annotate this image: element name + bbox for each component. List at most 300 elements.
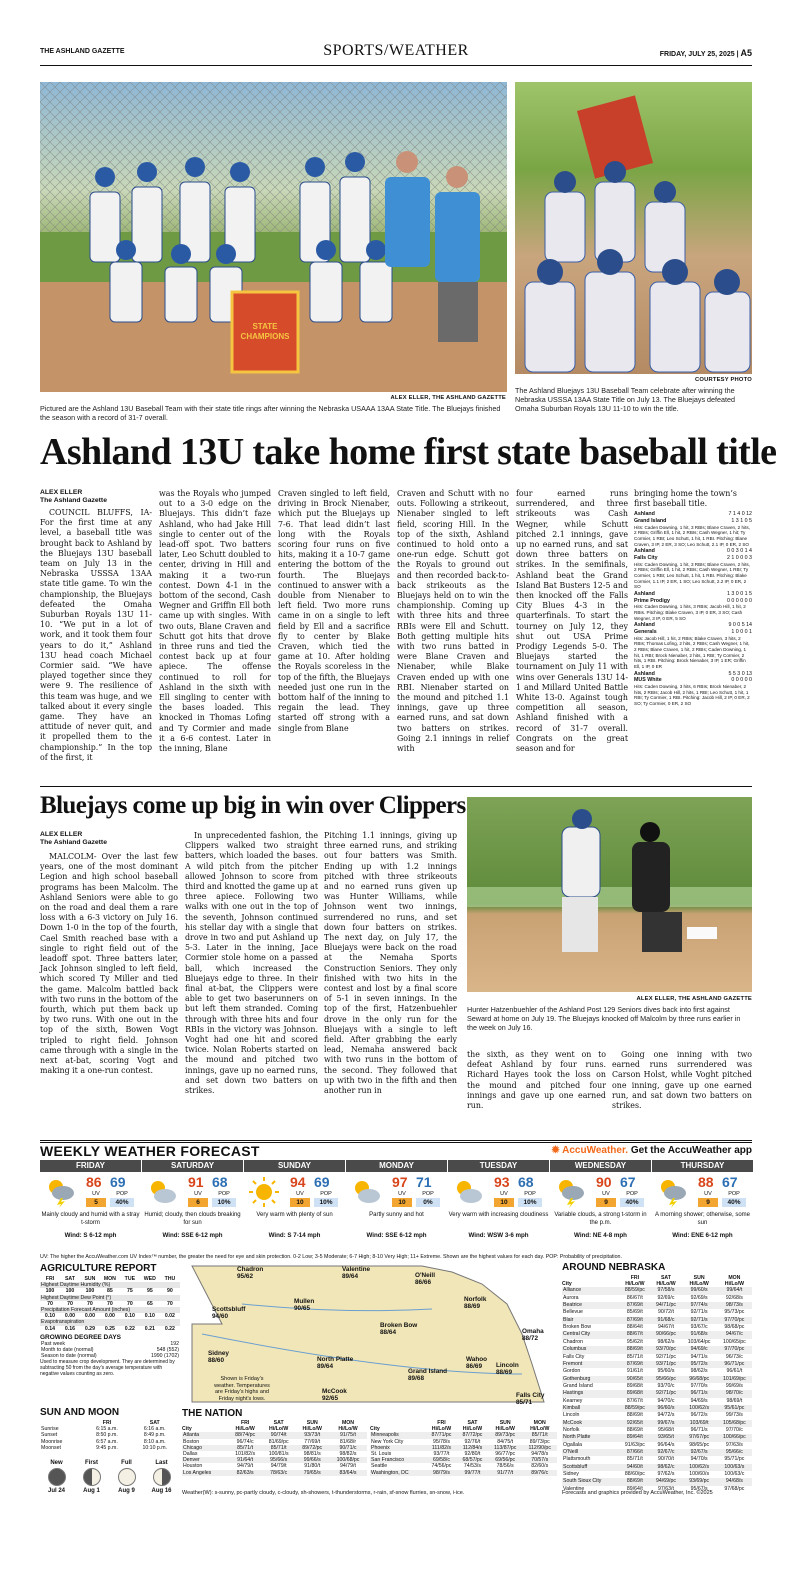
uv-label: UV bbox=[92, 1191, 100, 1197]
city-forecast: 90/70/t bbox=[658, 1456, 674, 1463]
ag-value: 95 bbox=[146, 1288, 153, 1295]
city-forecast: 93/67/c bbox=[690, 1324, 708, 1331]
moon-phase bbox=[40, 1460, 73, 1494]
col-sub: Hi/Lo/W bbox=[302, 1426, 322, 1433]
nation-left bbox=[182, 1420, 367, 1476]
city-name: South Sioux City bbox=[563, 1478, 602, 1485]
city-forecast: 85/71/t bbox=[531, 1432, 548, 1439]
map-city-name: Grand Island bbox=[408, 1368, 448, 1375]
pop-label: POP bbox=[422, 1191, 434, 1197]
ag-value: 90 bbox=[167, 1288, 173, 1295]
ag-value: 0.00 bbox=[64, 1313, 75, 1320]
boxscore-score: 1 3 0 0 1 5 bbox=[726, 591, 752, 598]
table-row bbox=[562, 1442, 752, 1449]
city-forecast: 94/79/t bbox=[270, 1463, 287, 1470]
around-table bbox=[562, 1275, 752, 1493]
uv-value: 10 bbox=[494, 1198, 514, 1207]
city-forecast: 91/68/c bbox=[657, 1316, 675, 1323]
city-name: Norfolk bbox=[563, 1426, 580, 1433]
city-forecast: 91/64/t bbox=[237, 1457, 254, 1464]
pop-label: POP bbox=[626, 1191, 638, 1197]
ag-value: 0.16 bbox=[64, 1325, 75, 1332]
table-row bbox=[562, 1427, 752, 1434]
story1-author: ALEX ELLER bbox=[40, 489, 83, 496]
boxscore bbox=[634, 548, 752, 590]
sun-label: Sunset bbox=[41, 1432, 58, 1439]
city-forecast: 78/56/s bbox=[496, 1463, 514, 1470]
city-forecast: 88/69/t bbox=[626, 1412, 643, 1419]
day-description: Partly sunny and hot bbox=[369, 1212, 424, 1218]
ag-day: THU bbox=[164, 1276, 176, 1282]
city-forecast: 87/67/t bbox=[626, 1397, 643, 1404]
pop-label: POP bbox=[524, 1191, 536, 1197]
city-forecast: 99/60/s bbox=[690, 1287, 708, 1294]
gdd-value: 192 bbox=[170, 1340, 179, 1347]
table-row bbox=[562, 1449, 752, 1456]
sun-table bbox=[40, 1420, 180, 1451]
sun-col: FRI bbox=[102, 1420, 112, 1426]
city-forecast: 97/74/s bbox=[690, 1302, 708, 1309]
uv-label: UV bbox=[704, 1191, 712, 1197]
city-name: Chicago bbox=[183, 1444, 203, 1451]
pop-value: 40% bbox=[620, 1198, 644, 1207]
city-name: Bellevue bbox=[563, 1309, 583, 1316]
city-forecast: 98/68/pc bbox=[724, 1324, 745, 1331]
map-city-temp: 95/62 bbox=[237, 1273, 253, 1280]
pop-label: POP bbox=[218, 1191, 230, 1197]
city-forecast: 89/68/t bbox=[626, 1382, 643, 1389]
boxscore-team: MUS White bbox=[634, 677, 662, 684]
city-forecast: 97/68/pc bbox=[724, 1485, 745, 1492]
day-name: MONDAY bbox=[346, 1160, 447, 1172]
day-high: 86 bbox=[86, 1174, 102, 1190]
story2-col3-text: Pitching 1.1 innings, giving up three earned runs, and striking out four batters was Smith. Ending up with 1.2 innings pitched with three strikeouts and no earned runs given up was Hunter Williams, while Johnson went two innings, surrendered no runs, and set down four batters on strikes. The next day, on July 17, the Bluejays were back on the road at the Nemaha Sports Construction Seniors. They only finished with two hits in the contest and lost by a final score of 5-1 in seven innings. In the top of the first, Hatzenbuehler drove in the only run for the Bluejays with a single to left field. After grabbing the early lead, Nemaha answered back with two runs in the bottom of the second. They followed that up with two in the fifth and then another run in bbox=[324, 831, 457, 1096]
map-city-temp: 88/60 bbox=[208, 1357, 224, 1364]
boxscore bbox=[634, 671, 752, 707]
map-city-name: O'Neill bbox=[415, 1272, 435, 1279]
city-forecast: 85/71/t bbox=[237, 1444, 254, 1451]
uv-label: UV bbox=[194, 1191, 202, 1197]
city-forecast: 95/66/c bbox=[725, 1448, 743, 1455]
map-note: Shown is Friday’s weather. Temperatures are Friday’s highs and Friday night’s lows. bbox=[214, 1376, 270, 1402]
col-day: FRI bbox=[437, 1420, 446, 1426]
city-forecast: 94/67/t bbox=[658, 1324, 674, 1331]
city-forecast: 95/71/pc bbox=[724, 1456, 745, 1463]
partly-sunny-storm-icon bbox=[554, 1176, 586, 1208]
city-forecast: 111/82/s bbox=[431, 1444, 452, 1451]
ag-value: 0.25 bbox=[104, 1325, 115, 1332]
gdd-label: Month to date (normal) bbox=[41, 1347, 94, 1354]
moon-phase-name: Full bbox=[121, 1460, 132, 1466]
col-sub: Hi/Lo/W bbox=[656, 1281, 676, 1288]
boxscore-team: Prime Prodigy bbox=[634, 597, 670, 604]
story1-col3-text: Craven singled to left field, driving in Brock Nienaber, which put the Bluejays up 7-6. That lead didn’t last long with the Royals scoring four runs on five hits, making it a 10-7 game entering the bottom of the fourth. The Bluejays continued to answer with a double from Nienaber to left field. Two more runs came in on a single to left field by Ell and a sacrifice fly to center by Blake Craven, which tied the game at 10. After holding the Royals scoreless in the top of the fifth, the Bluejays needed just one run in the bottom half of the inning to regain the lead. They started off strong with a single from Blane bbox=[278, 489, 390, 733]
city-forecast: 87/71/pc bbox=[431, 1432, 452, 1439]
city-forecast: 101/69/pc bbox=[722, 1375, 746, 1382]
partly-sunny-icon bbox=[452, 1176, 484, 1208]
boxscore-team: Ashland bbox=[634, 548, 655, 555]
ag-value: 0.22 bbox=[164, 1325, 175, 1332]
city-forecast: 85/69/t bbox=[626, 1309, 643, 1316]
city-forecast: 94/70/c bbox=[657, 1397, 675, 1404]
city-forecast: 99/67/s bbox=[657, 1419, 675, 1426]
city-forecast: 97/63/t bbox=[658, 1485, 674, 1492]
city-name: Dallas bbox=[183, 1451, 198, 1458]
uv-value: 9 bbox=[596, 1198, 616, 1207]
sun-moon-title: SUN AND MOON bbox=[40, 1407, 120, 1418]
map-city-name: Sidney bbox=[208, 1350, 229, 1357]
city-forecast: 93/70/c bbox=[657, 1382, 675, 1389]
city-forecast: 100/62/s bbox=[689, 1404, 710, 1411]
boxscore-notes: Hits: Caden Downing, 1 hit, 3 RBIs; Blane Craven, 2 hits, 2 RBIs; Griffin Ell, 1 hit, 2 RBIs; Cash Wegner, 1 RBI; Ty Cormier, 1 RBI; Leo Schutt, 1 hit, 1 RBI. Pitching: Blake Cormier, 1.1 IP, 2 ER, 1 SO; Leo Schutt, 2.2 IP, 0 ER, 2 SO bbox=[634, 561, 750, 590]
story2-col1 bbox=[40, 852, 178, 1076]
city-name: O'Neill bbox=[563, 1448, 579, 1455]
ag-values bbox=[40, 1326, 180, 1332]
city-name: Kimball bbox=[563, 1404, 581, 1411]
moon-phase-name: First bbox=[84, 1460, 98, 1466]
col-sub: Hi/Lo/W bbox=[462, 1426, 483, 1433]
day-low: 67 bbox=[722, 1174, 738, 1190]
table-row bbox=[562, 1324, 752, 1331]
table-row bbox=[562, 1354, 752, 1361]
city-forecast: 97/58/s bbox=[657, 1287, 675, 1294]
day-high: 88 bbox=[698, 1174, 714, 1190]
city-forecast: 103/69/t bbox=[689, 1419, 709, 1426]
city-name: Ogallala bbox=[563, 1441, 583, 1448]
col-city: City bbox=[370, 1426, 380, 1433]
col-sub: Hi/Lo/W bbox=[625, 1281, 645, 1288]
city-forecast: 68/57/pc bbox=[462, 1457, 483, 1464]
city-forecast: 87/69/t bbox=[626, 1360, 643, 1367]
city-forecast: 99/66/s bbox=[303, 1457, 321, 1464]
city-forecast: 92/71/pc bbox=[656, 1353, 676, 1360]
day-description: Humid; cloudy, then clouds breaking for sun bbox=[144, 1212, 241, 1226]
map-city bbox=[415, 1272, 435, 1286]
story2-col5 bbox=[612, 1050, 752, 1111]
col-sub: Hi/Lo/W bbox=[724, 1281, 745, 1288]
story2-col3 bbox=[324, 831, 457, 1096]
city-forecast: 92/76/t bbox=[464, 1438, 481, 1445]
around-nebraska-title: AROUND NEBRASKA bbox=[562, 1262, 666, 1273]
city-forecast: 93/69/pc bbox=[689, 1478, 710, 1485]
day-high: 97 bbox=[392, 1174, 408, 1190]
moon-phase-name: New bbox=[50, 1460, 63, 1466]
city-forecast: 95/72/s bbox=[690, 1360, 708, 1367]
story2-col4 bbox=[467, 1050, 606, 1111]
city-forecast: 94/68/s bbox=[725, 1478, 743, 1485]
pop-value: 10% bbox=[518, 1198, 542, 1207]
city-forecast: 93/65/t bbox=[658, 1434, 674, 1441]
map-city bbox=[237, 1266, 263, 1280]
moon-phase-date: Aug 16 bbox=[151, 1488, 172, 1494]
team-photo bbox=[40, 82, 507, 392]
city-forecast: 100/66/pc bbox=[722, 1434, 746, 1441]
table-row bbox=[562, 1317, 752, 1324]
boxscore bbox=[634, 622, 752, 669]
city-forecast: 96/71/s bbox=[690, 1390, 708, 1397]
city-name: Aurora bbox=[563, 1294, 579, 1301]
story1-col6 bbox=[634, 489, 752, 708]
city-forecast: 95/68/t bbox=[658, 1426, 674, 1433]
city-forecast: 93/70/pc bbox=[656, 1346, 676, 1353]
city-forecast: 88/69/t bbox=[626, 1426, 643, 1433]
pop-label: POP bbox=[116, 1191, 128, 1197]
story1-col2 bbox=[159, 489, 271, 754]
city-forecast: 92/71/s bbox=[690, 1316, 708, 1323]
ag-label: Highest Daytime Dew Point (°) bbox=[40, 1295, 180, 1301]
map-city-temp: 89/64 bbox=[342, 1273, 358, 1280]
partly-sunny-storm-icon bbox=[656, 1176, 688, 1208]
map-city-temp: 89/68 bbox=[408, 1375, 424, 1382]
city-forecast: 99/64/t bbox=[726, 1287, 743, 1294]
photo3-caption: Hunter Hatzenbuehler of the Ashland Post 129 Seniors dives back into first against Seward at home on July 19. The Bluejays knocked off Malcolm by three runs earlier in the week on July 16. bbox=[467, 1005, 741, 1032]
col-day: SAT bbox=[660, 1275, 671, 1281]
city-forecast: 88/67/t bbox=[626, 1331, 643, 1338]
ag-label: Highest Daytime Humidity (%) bbox=[40, 1282, 180, 1288]
city-name: St. Louis bbox=[371, 1451, 392, 1458]
map-city bbox=[342, 1266, 370, 1280]
city-forecast: 95/67/s bbox=[690, 1485, 708, 1492]
forecast-day bbox=[652, 1160, 753, 1250]
table-row bbox=[562, 1412, 752, 1419]
city-forecast: 100/81/s bbox=[268, 1451, 289, 1458]
city-forecast: 92/68/s bbox=[725, 1294, 743, 1301]
city-forecast: 98/70/c bbox=[725, 1390, 743, 1397]
uv-value: 10 bbox=[290, 1198, 310, 1207]
map-city bbox=[294, 1298, 314, 1312]
city-forecast: 90/71/c bbox=[339, 1444, 357, 1451]
city-forecast: 88/59/pc bbox=[624, 1287, 645, 1294]
partly-sunny-storm-icon bbox=[44, 1176, 76, 1208]
ag-value: 85 bbox=[107, 1288, 113, 1295]
pop-value: 40% bbox=[722, 1198, 746, 1207]
city-forecast: 112/84/s bbox=[462, 1444, 483, 1451]
city-forecast: 90/72/t bbox=[658, 1309, 674, 1316]
city-forecast: 83/64/s bbox=[339, 1469, 357, 1476]
table-row bbox=[562, 1434, 752, 1441]
ag-value: 70 bbox=[126, 1300, 133, 1307]
ag-value: 75 bbox=[126, 1288, 133, 1295]
moon-phase bbox=[75, 1460, 108, 1494]
city-name: Phoenix bbox=[371, 1444, 390, 1451]
city-forecast: 92/67/c bbox=[657, 1448, 675, 1455]
page-date: FRIDAY, JULY 25, 2025 | A5 bbox=[659, 48, 752, 58]
col-day: SUN bbox=[693, 1275, 705, 1281]
city-forecast: 95/66/s bbox=[270, 1457, 288, 1464]
day-low: 68 bbox=[518, 1174, 534, 1190]
day-description: A morning shower; otherwise, some sun bbox=[654, 1212, 751, 1226]
map-city-temp: 88/64 bbox=[380, 1329, 396, 1336]
story1-col3 bbox=[278, 489, 390, 734]
city-forecast: 86/67/t bbox=[626, 1294, 643, 1301]
sun-label: Moonset bbox=[41, 1444, 61, 1451]
forecast-day bbox=[142, 1160, 243, 1250]
city-forecast: 95/66/pc bbox=[656, 1375, 676, 1382]
story1-col1-text: COUNCIL BLUFFS, IA- For the first time at any level, a baseball title was brought back to Ashland by the Bluejays 13U baseball team on July 13 in the Nebraska USSSA 13AA state title game. To win the championship, the Bluejays defeated the Omaha Suburban Royals 13U 11-10. “We put in a lot of work, and it took them four years to do it,” Ashland 13U head coach Michael Cormier said. “We have played together since they were 9. The resilience of this team was huge, and we talked about it every single game. They have an attitude of never quit, and it propelled them to the championship.” In the top of the first, it bbox=[40, 508, 152, 762]
story2-col4-text: the sixth, as they went on to defeat Ashland by four runs. Richard Hayes took the loss on the mound and pitched four innings and gave up one earned run. bbox=[467, 1050, 606, 1111]
day-wind: Wind: SSE 6-12 mph bbox=[366, 1232, 427, 1239]
city-forecast: 94/69/c bbox=[690, 1346, 708, 1353]
city-forecast: 77/69/t bbox=[304, 1438, 321, 1445]
day-wind: Wind: ENE 6-12 mph bbox=[672, 1232, 733, 1239]
city-forecast: 91/80/t bbox=[304, 1463, 321, 1470]
table-row bbox=[562, 1456, 752, 1463]
city-name: Atlanta bbox=[183, 1432, 200, 1439]
photo2-credit: COURTESY PHOTO bbox=[694, 377, 752, 383]
city-forecast: 94/79/t bbox=[340, 1463, 356, 1470]
day-description: Variable clouds, a strong t-storm in the p.m. bbox=[554, 1212, 647, 1226]
city-forecast: 98/62/s bbox=[690, 1368, 708, 1375]
ag-day: FRI bbox=[45, 1276, 55, 1282]
map-city-name: Omaha bbox=[522, 1328, 544, 1335]
city-forecast: 97/62/s bbox=[657, 1471, 675, 1477]
city-forecast: 98/81/s bbox=[303, 1451, 321, 1458]
sun-time: 8:10 a.m. bbox=[143, 1438, 166, 1445]
accuweather-sun-icon: ✹ bbox=[551, 1145, 560, 1156]
day-low: 69 bbox=[110, 1174, 126, 1190]
day-name: SUNDAY bbox=[244, 1160, 345, 1172]
boxscore-team: Ashland bbox=[634, 622, 655, 629]
col-day: SAT bbox=[467, 1420, 478, 1426]
weather-footer: Forecasts and graphics provided by AccuWeather, Inc. ©2025 bbox=[562, 1490, 713, 1496]
table-row bbox=[562, 1464, 752, 1471]
story1-col6-text: bringing home the town’s first baseball title. bbox=[634, 489, 737, 509]
city-forecast: 98/65/pc bbox=[689, 1441, 710, 1448]
table-row bbox=[562, 1398, 752, 1405]
sun-label: Moonrise bbox=[41, 1438, 63, 1445]
table-row bbox=[562, 1376, 752, 1383]
city-forecast: 89/76/c bbox=[531, 1469, 549, 1476]
sun-time: 10:10 p.m. bbox=[142, 1444, 167, 1451]
table-row bbox=[562, 1287, 752, 1294]
ag-value: 0.02 bbox=[164, 1313, 175, 1320]
ag-value: 70 bbox=[67, 1300, 73, 1307]
city-forecast: 81/69/pc bbox=[268, 1438, 289, 1445]
boxscore-notes: Hits: Jacob Hill, 1 hit, 2 RBIs; Blake Craven, 3 hits, 2 RBIs; Thomas Lofing, 2 hits, 2 RBIs; Cash Wegner, 1 hit, 2 RBIs; Blane Craven, 1 hit, 2 RBIs; Caden Downing, 1 hit, 1 RBI; Brock Nienaber, 2 hits, 1 RBI; Ty Cormier, 2 hits, 1 RBI. Pitching: Brock Nienaber, 3 IP, 1 ER; Griffin Ell, 1 IP, 0 ER bbox=[634, 635, 750, 670]
boxscore-score: 1 3 1 0 5 bbox=[731, 518, 752, 524]
day-low: 67 bbox=[620, 1174, 636, 1190]
pop-label: POP bbox=[320, 1191, 332, 1197]
map-city bbox=[212, 1306, 245, 1320]
map-city-temp: 88/69 bbox=[496, 1369, 512, 1376]
map-city bbox=[380, 1322, 417, 1336]
uv-label: UV bbox=[602, 1191, 610, 1197]
ag-value: 100 bbox=[45, 1288, 55, 1295]
boxscore-score: 1 0 0 0 1 bbox=[731, 629, 752, 635]
ag-value: 70 bbox=[87, 1300, 93, 1307]
story2-col5-text: Going one inning with two earned runs surrendered was Carson Holst, while Voght pitched one inning, gave up one earned run, and sat down two batters on strikes. bbox=[612, 1050, 752, 1111]
city-forecast: 96/64/s bbox=[657, 1441, 675, 1448]
city-name: Kearney bbox=[563, 1397, 583, 1404]
day-high: 90 bbox=[596, 1174, 612, 1190]
story1-col2-text: was the Royals who jumped out to a 3-0 edge on the Bluejays. This didn’t faze Ashland, who had Jake Hill single to center out of the lead-off spot. Two batters later, Leo Schutt doubled to center, driving in Hill and making it a two-run contest. Down 4-1 in the bottom of the second, Cash Wegner and Griffin Ell both came up with singles. With two outs, Blane Craven and Schutt got hits that drove in three runs and tied the contest back up at four apiece. The offense continued to roll for Ashland in the sixth with Ell singling to center with the bases loaded. This knocked in Thomas Lofing and Ty Cormier and made it a 6-6 contest. Later in the inning, Blane bbox=[159, 489, 271, 754]
city-forecast: 91/61/t bbox=[626, 1368, 643, 1375]
city-forecast: 97/63/s bbox=[725, 1441, 743, 1448]
table-row bbox=[562, 1309, 752, 1316]
photo1-caption: Pictured are the Ashland 13U Baseball Team with their state title rings after winning the Nebraska USAAA 13AA State Title. The Bluejays finished the season with a record of 31-7 overall. bbox=[40, 404, 501, 422]
celebration-photo bbox=[515, 82, 752, 374]
city-name: Central City bbox=[563, 1331, 591, 1338]
col-day: MON bbox=[728, 1275, 741, 1281]
pop-value: 10% bbox=[212, 1198, 236, 1207]
ag-value: 0.29 bbox=[84, 1325, 95, 1332]
ag-value: 0.21 bbox=[144, 1325, 155, 1332]
moon-phases bbox=[40, 1460, 180, 1515]
city-forecast: 93/77/t bbox=[433, 1451, 450, 1458]
story1-col4 bbox=[397, 489, 509, 754]
day-description: Mainly cloudy and humid with a stray t-storm bbox=[41, 1212, 140, 1226]
city-name: Plattsmouth bbox=[563, 1456, 591, 1463]
city-forecast: 100/68/pc bbox=[336, 1457, 360, 1464]
story1-byline bbox=[40, 489, 152, 505]
col-day: MON bbox=[341, 1420, 355, 1426]
table-row bbox=[562, 1420, 752, 1427]
map-city bbox=[516, 1392, 544, 1406]
city-forecast: 96/72/s bbox=[690, 1412, 708, 1419]
photo2-caption: The Ashland Bluejays 13U Baseball Team celebrate after winning the Nebraska USSSA 13AA State Title on July 13. The Bluejays defeated Omaha Suburban Royals 13U 11-10 to win the title. bbox=[515, 386, 736, 413]
city-forecast: 96/60/s bbox=[657, 1404, 675, 1411]
team-photo-art bbox=[40, 82, 507, 392]
ag-label: Evapotranspiration bbox=[40, 1319, 180, 1325]
boxscore bbox=[634, 511, 752, 547]
forecast-day bbox=[244, 1160, 345, 1250]
city-forecast: 89/64/t bbox=[626, 1485, 643, 1492]
boxscore-line bbox=[634, 518, 752, 525]
ag-value: 100 bbox=[85, 1288, 95, 1295]
city-forecast: 94/71/pc bbox=[656, 1302, 676, 1309]
day-wind: Wind: S 7-14 mph bbox=[268, 1232, 321, 1239]
map-city-name: Scottsbluff bbox=[212, 1306, 246, 1313]
story1-col5-text: four earned runs surrendered, and three strikeouts was Cash Wegner, while Schutt pitched 2.1 innings, gave up no earned runs, and sat down three batters on strikes. In the semifinals, Ashland beat the Grand Island Bat Busters 12-5 and then knocked off the Falls City Blues 4-3 in the quarterfinals. To start the tourney on July 12, they shut out USA Prime Prodigy Legends 5-0. The Bluejays started the tournament on July 11 with wins over Generals 13U 14-1 and Millard United Battle White 13-0. Against tough competition all season, Ashland finished with a record of 31-7 overall. Congrats on the great season and for bbox=[516, 489, 628, 754]
ag-label: Precipitation Forecast Amount (inches) bbox=[40, 1307, 180, 1313]
city-forecast: 94/67/c bbox=[725, 1331, 743, 1338]
city-forecast: 96/71/pc bbox=[724, 1360, 745, 1367]
sun-time: 8:49 p.m. bbox=[143, 1432, 166, 1439]
city-forecast: 78/63/c bbox=[270, 1469, 288, 1476]
col-sub: Hi/Lo/W bbox=[235, 1426, 255, 1433]
ag-day: TUE bbox=[124, 1276, 136, 1282]
table-row bbox=[562, 1405, 752, 1412]
celebration-photo-art bbox=[515, 82, 752, 374]
map-city-temp: 94/60 bbox=[212, 1313, 228, 1320]
story1-org: The Ashland Gazette bbox=[40, 497, 107, 504]
section-title: SPORTS/WEATHER bbox=[323, 42, 469, 59]
uv-value: 6 bbox=[188, 1198, 208, 1207]
city-forecast: 97/67/pc bbox=[689, 1434, 710, 1441]
city-forecast: 94/69/s bbox=[690, 1397, 708, 1404]
table-row bbox=[562, 1302, 752, 1309]
ag-value: 100 bbox=[65, 1288, 75, 1295]
ag-value: 65 bbox=[146, 1300, 153, 1307]
city-forecast: 89/68/t bbox=[626, 1390, 643, 1397]
city-forecast: 98/62/s bbox=[657, 1338, 675, 1345]
table-row bbox=[562, 1295, 752, 1302]
ag-day: WED bbox=[143, 1276, 156, 1282]
city-name: Los Angeles bbox=[183, 1469, 212, 1476]
moon-icon bbox=[48, 1468, 66, 1486]
sun-row bbox=[40, 1439, 180, 1445]
col-day: FRI bbox=[240, 1420, 250, 1426]
city-forecast: 91/75/t bbox=[340, 1432, 356, 1439]
city-name: Houston bbox=[183, 1463, 203, 1470]
nation-title: THE NATION bbox=[182, 1408, 243, 1419]
clippers-photo-art bbox=[467, 797, 752, 992]
col-day: FRI bbox=[630, 1275, 640, 1281]
boxscore-team: Ashland bbox=[634, 591, 655, 598]
ag-value: 0.14 bbox=[44, 1325, 56, 1332]
city-name: Scottsbluff bbox=[563, 1463, 588, 1470]
table-row bbox=[562, 1390, 752, 1397]
